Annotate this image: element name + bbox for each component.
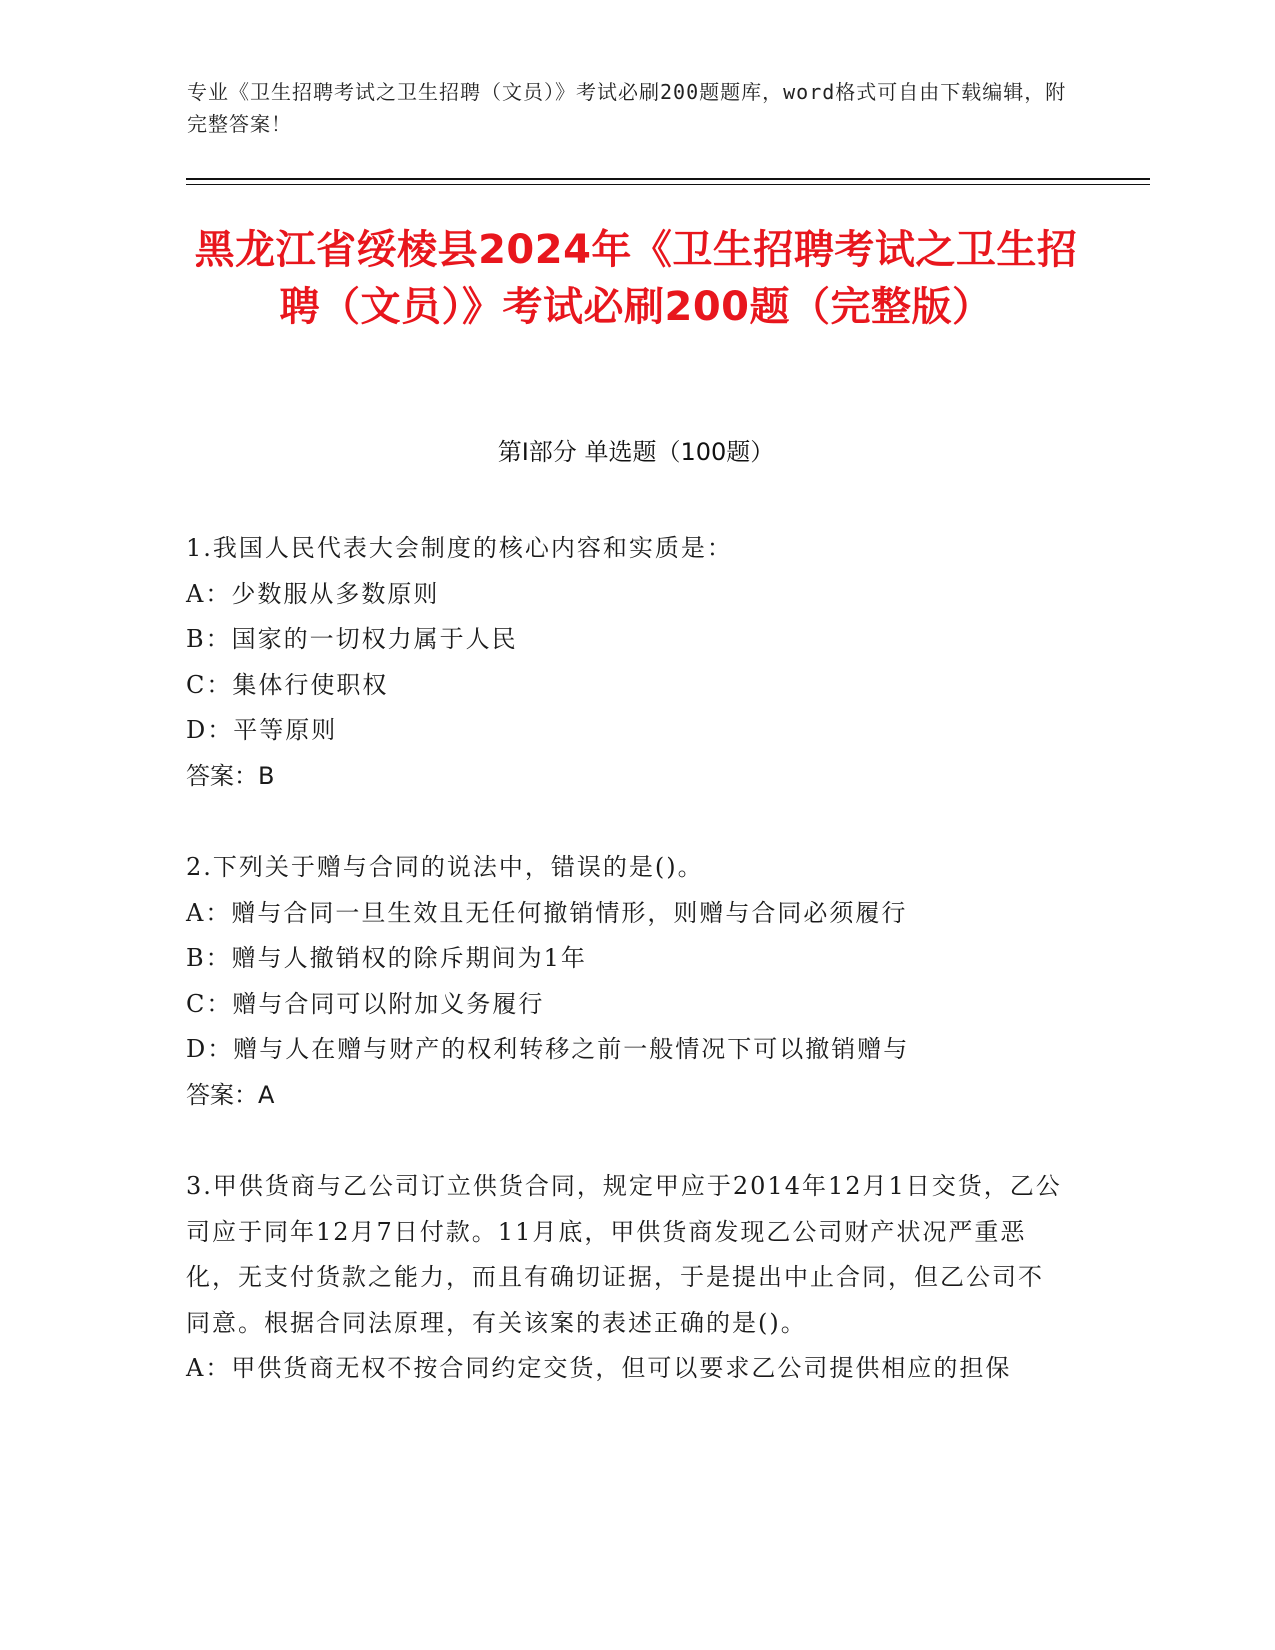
option-b: B：赠与人撤销权的除斥期间为1年 <box>186 944 587 972</box>
option-b: B：国家的一切权力属于人民 <box>186 625 518 653</box>
option-c: C：赠与合同可以附加义务履行 <box>186 989 545 1018</box>
section-title: 第Ⅰ部分 单选题（100题） <box>497 438 775 466</box>
question-stem: 2.下列关于赠与合同的说法中，错误的是()。 <box>186 853 704 881</box>
option-a: A：少数服从多数原则 <box>186 579 440 608</box>
question-stem: 3.甲供货商与乙公司订立供货合同，规定甲应于2014年12月1日交货，乙公司应于同年12月7日付款。11月底，甲供货商发现乙公司财产状况严重恶化，无支付货款之能力，而且有确切证据，于是提出中止合同，但乙公司不同意。根据合同法原理，有关该案的表述正确的是()。 <box>186 1172 1062 1337</box>
header-divider-thick <box>186 178 1150 180</box>
option-d: D：赠与人在赠与财产的权利转移之前一般情况下可以撤销赠与 <box>186 1035 910 1063</box>
question-list <box>186 526 1066 1438</box>
answer: 答案：B <box>186 761 275 790</box>
question-2 <box>186 845 1066 1118</box>
header-divider-thin <box>186 184 1150 185</box>
option-a: A：赠与合同一旦生效且无任何撤销情形，则赠与合同必须履行 <box>186 898 908 927</box>
question-stem: 1.我国人民代表大会制度的核心内容和实质是： <box>186 534 733 562</box>
question-1 <box>186 526 1066 799</box>
option-c: C：集体行使职权 <box>186 670 389 699</box>
answer: 答案：A <box>186 1080 275 1109</box>
question-3 <box>186 1164 1066 1392</box>
option-d: D：平等原则 <box>186 716 338 744</box>
header-note: 专业《卫生招聘考试之卫生招聘（文员）》考试必刷200题题库，word格式可自由下载编辑，附完整答案！ <box>187 80 1067 136</box>
document-title: 黑龙江省绥棱县2024年《卫生招聘考试之卫生招聘（文员）》考试必刷200题（完整版） <box>194 227 1078 330</box>
option-a: A：甲供货商无权不按合同约定交货，但可以要求乙公司提供相应的担保 <box>186 1354 1012 1382</box>
